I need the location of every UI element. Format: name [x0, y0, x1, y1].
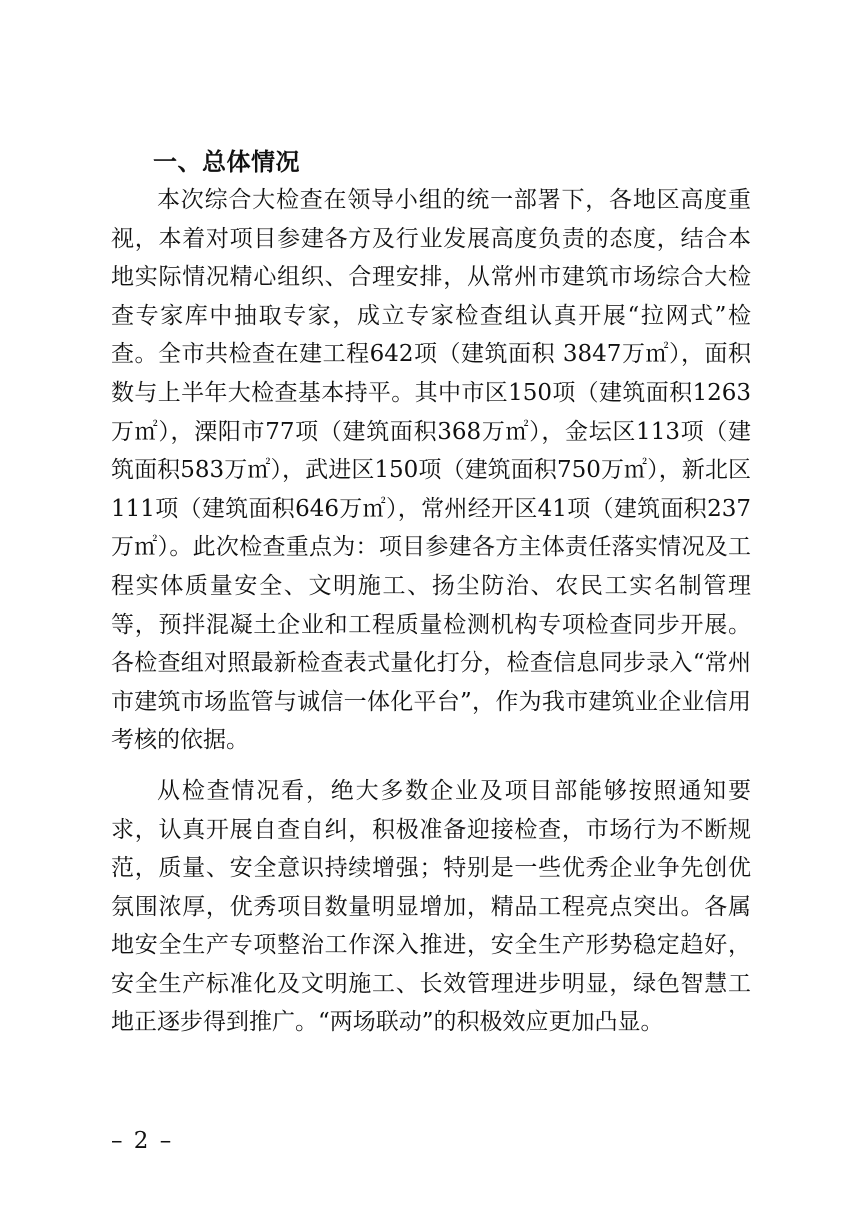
document-body [111, 143, 751, 1042]
paragraph-findings: 从检查情况看，绝大多数企业及项目部能够按照通知要求，认真开展自查自纠，积极准备迎接检查，市场行为不断规范，质量、安全意识持续增强；特别是一些优秀企业争先创优氛围浓厚，优秀项目数量明显增加，精品工程亮点突出。各属地安全生产专项整治工作深入推进，安全生产形势稳定趋好，安全生产标准化及文明施工、长效管理进步明显，绿色智慧工地正逐步得到推广。“两场联动”的积极效应更加凸显。 [111, 777, 751, 1036]
section-heading: 一、总体情况 [153, 148, 300, 176]
paragraph-overview: 本次综合大检查在领导小组的统一部署下，各地区高度重视，本着对项目参建各方及行业发展高度负责的态度，结合本地实际情况精心组织、合理安排，从常州市建筑市场综合大检查专家库中抽取专家，成立专家检查组认真开展“拉网式”检查。全市共检查在建工程642项（建筑面积 3847万㎡），面积数与上半年大检查基本持平。其中市区150项（建筑面积1263万㎡），溧阳市77项（建筑面积368万㎡），金坛区113项（建筑面积583万㎡），武进区150项（建筑面积750万㎡），新北区111项（建筑面积646万㎡），常州经开区41项（建筑面积237万㎡）。此次检查重点为：项目参建各方主体责任落实情况及工程实体质量安全、文明施工、扬尘防治、农民工实名制管理等，预拌混凝土企业和工程质量检测机构专项检查同步开展。各检查组对照最新检查表式量化打分，检查信息同步录入“常州市建筑市场监管与诚信一体化平台”，作为我市建筑业企业信用考核的依据。 [111, 187, 751, 754]
page-number: – 2 – [111, 1128, 174, 1154]
